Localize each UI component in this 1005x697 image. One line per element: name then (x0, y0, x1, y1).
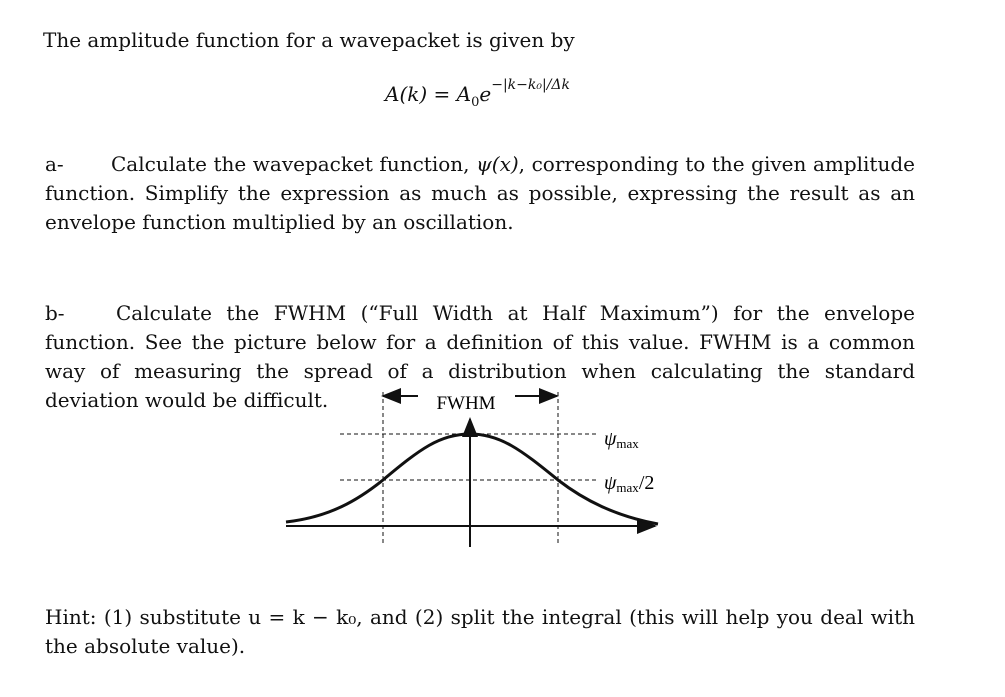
amplitude-equation (385, 77, 571, 110)
part-a-text-before: Calculate the wavepacket function, (111, 152, 477, 176)
fwhm-figure (270, 385, 690, 550)
part-b-label: b- (45, 301, 65, 325)
equation-coef-sub: 0 (471, 95, 480, 110)
hint-text: Hint: (1) substitute u = k − k₀, and (2) split the integral (this will help you deal with the absolute value). (45, 605, 915, 658)
part-a (45, 150, 915, 237)
equation-base: e (479, 82, 492, 106)
envelope-curve (286, 434, 658, 524)
psi-half-max-label: ψmax/2 (604, 472, 655, 495)
equation-exponent: −|k−k₀|/Δk (491, 77, 571, 93)
fwhm-label: FWHM (436, 393, 496, 414)
part-b-text: Calculate the FWHM (“Full Width at Half Maximum”) for the envelope function. See the picture below for a definition of this value. FWHM is a common way of measuring the spread of a distribution when calculating the standard deviation would be difficult. (45, 301, 915, 412)
psi-max-label: ψmax (604, 428, 639, 451)
equation-coef: A (456, 82, 472, 106)
part-a-label: a- (45, 152, 64, 176)
intro-text: The amplitude function for a wavepacket is given by (43, 28, 575, 52)
part-a-text-after: , corresponding to the given amplitude function. Simplify the expression as much as possible, expressing the result as an envelope function multiplied by an oscillation. (45, 152, 915, 234)
part-a-math: ψ(x) (476, 152, 519, 176)
equation-lhs: A(k) = (385, 82, 457, 106)
